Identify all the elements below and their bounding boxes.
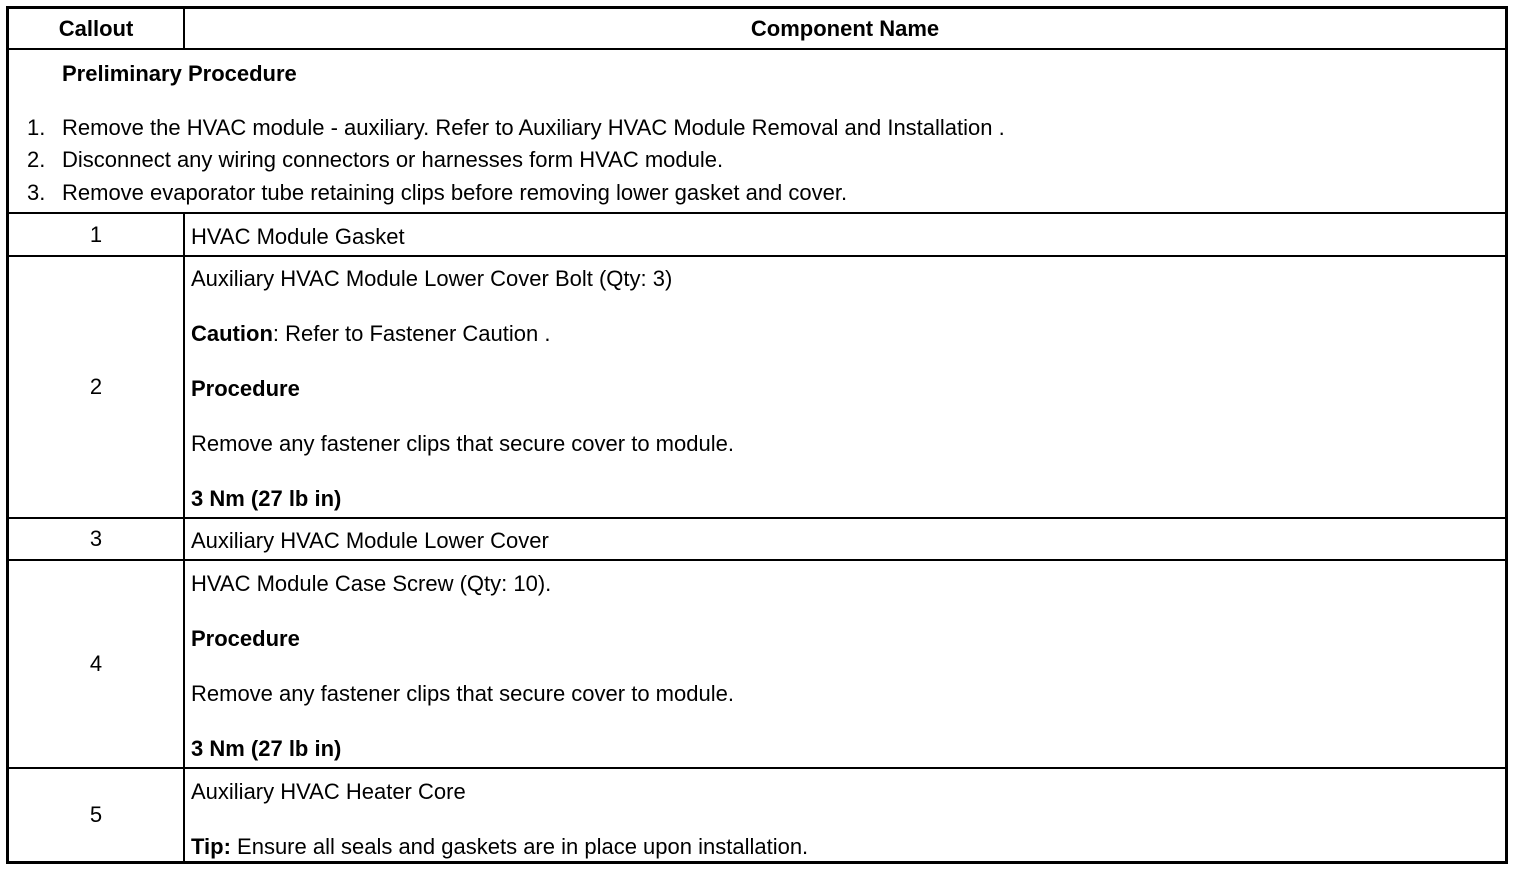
table-row [9,257,1505,519]
step-text: Remove evaporator tube retaining clips before removing lower gasket and cover. [62,180,848,205]
procedure-label: Procedure [191,626,300,651]
step-number: 2. [27,147,46,172]
table-row [9,561,1505,769]
step-text: Disconnect any wiring connectors or harnesses form HVAC module. [62,147,724,172]
callout-cell: 3 [9,519,185,559]
procedure-label: Procedure [191,376,300,401]
table-row [9,214,1505,257]
component-cell [191,519,1505,559]
table-row [9,769,1505,861]
callout-cell: 2 [9,257,185,517]
torque-spec: 3 Nm (27 lb in) [191,486,342,511]
tip-text: Ensure all seals and gaskets are in place upon installation. [230,834,809,859]
caution-label: Caution [191,321,273,346]
procedure-text: Remove any fastener clips that secure cover to module. [191,431,734,456]
table-header [9,9,1505,50]
component-name: Auxiliary HVAC Module Lower Cover [191,528,549,553]
callout-cell: 1 [9,214,185,255]
component-cell [191,561,1505,767]
preliminary-title: Preliminary Procedure [62,61,297,86]
procedure-text: Remove any fastener clips that secure cover to module. [191,681,734,706]
header-callout: Callout [9,9,185,48]
component-name: Auxiliary HVAC Heater Core [191,779,466,804]
component-cell [191,257,1505,517]
tip-note [191,834,808,860]
caution-text: : Refer to Fastener Caution . [272,321,551,346]
step-number: 3. [27,180,46,205]
component-name: HVAC Module Gasket [191,224,405,249]
callout-cell: 5 [9,769,185,861]
callout-cell: 4 [9,561,185,767]
table-row [9,519,1505,561]
preliminary-procedure [9,50,1505,214]
component-name: Auxiliary HVAC Module Lower Cover Bolt (Qty: 3) [191,266,673,291]
torque-spec: 3 Nm (27 lb in) [191,736,342,761]
step-number: 1. [27,115,46,140]
tip-label: Tip: [191,834,231,859]
caution-note [191,321,550,347]
component-cell [191,214,1505,255]
component-name: HVAC Module Case Screw (Qty: 10). [191,571,552,596]
component-cell [191,769,1505,861]
step-text: Remove the HVAC module - auxiliary. Refer to Auxiliary HVAC Module Removal and Installation . [62,115,1005,140]
component-table [6,6,1508,864]
header-component-name: Component Name [750,15,940,41]
